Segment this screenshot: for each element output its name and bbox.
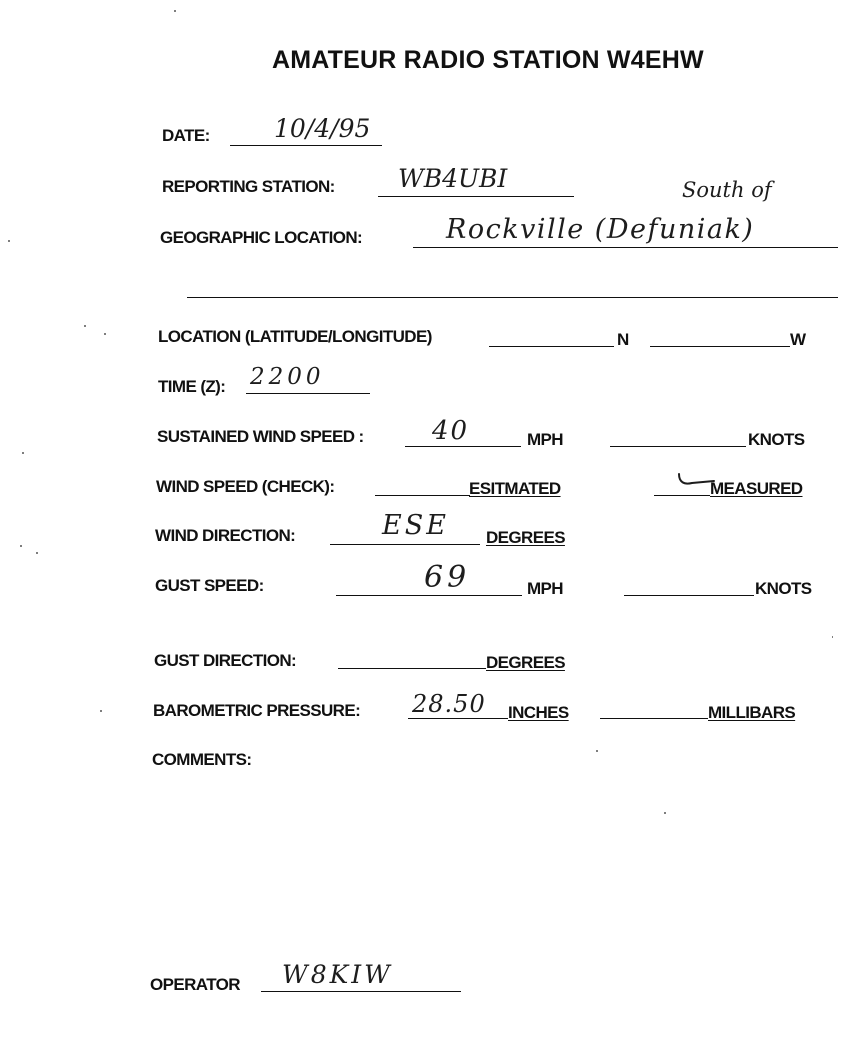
gust-direction-label: GUST DIRECTION: (154, 651, 297, 670)
scan-speck (664, 812, 666, 814)
wind-direction-degrees-label: DEGREES (486, 528, 565, 547)
gust-knots-line (624, 595, 754, 596)
millibars-line (600, 718, 708, 719)
date-value: 10/4/95 (274, 114, 371, 143)
lat-long-label: LOCATION (LATITUDE/LONGITUDE) (158, 327, 432, 346)
check-mark-icon (676, 468, 716, 490)
geographic-location-label: GEOGRAPHIC LOCATION: (160, 228, 363, 247)
gust-knots-label: KNOTS (755, 579, 812, 598)
gust-direction-degrees-label: DEGREES (486, 653, 565, 672)
operator-label: OPERATOR (150, 975, 240, 994)
time-line (246, 393, 370, 394)
sustained-knots-line (610, 446, 746, 447)
latitude-line (489, 346, 614, 347)
sustained-mph-label: MPH (527, 430, 563, 449)
millibars-label: MILLIBARS (708, 703, 796, 722)
longitude-line (650, 346, 790, 347)
geographic-location-line-2 (187, 297, 838, 298)
measured-label: MEASURED (710, 479, 803, 498)
sustained-wind-label: SUSTAINED WIND SPEED : (157, 427, 364, 446)
sustained-knots-label: KNOTS (748, 430, 805, 449)
barometric-label: BAROMETRIC PRESSURE: (153, 701, 361, 720)
estimated-label: ESITMATED (469, 479, 561, 498)
gust-speed-value: 69 (424, 560, 471, 595)
form-title: AMATEUR RADIO STATION W4EHW (272, 46, 704, 74)
operator-line (261, 991, 461, 992)
gust-speed-label: GUST SPEED: (155, 576, 264, 595)
scan-speck (84, 325, 86, 327)
reporting-station-value: WB4UBI (398, 164, 508, 193)
scan-speck (832, 636, 833, 638)
reporting-station-label: REPORTING STATION: (162, 177, 335, 196)
barometric-value: 28.50 (412, 690, 486, 718)
estimated-line (375, 495, 470, 496)
date-line (230, 145, 382, 146)
w-label: W (790, 330, 806, 349)
n-label: N (617, 330, 629, 349)
time-value: 2200 (250, 364, 325, 390)
wind-direction-line (330, 544, 480, 545)
scan-speck (596, 750, 598, 752)
scan-speck (22, 452, 24, 454)
scan-speck (100, 710, 102, 712)
scan-speck (104, 333, 106, 335)
gust-direction-line (338, 668, 486, 669)
wind-direction-label: WIND DIRECTION: (155, 526, 296, 545)
sustained-wind-value: 40 (432, 416, 470, 446)
gust-speed-line (336, 595, 522, 596)
scan-speck (20, 545, 22, 547)
geographic-location-value: Rockville (Defuniak) (446, 214, 755, 245)
measured-line (654, 495, 710, 496)
gust-mph-label: MPH (527, 579, 563, 598)
comments-label: COMMENTS: (152, 750, 252, 769)
wind-speed-check-label: WIND SPEED (CHECK): (156, 477, 335, 496)
inches-label: INCHES (508, 703, 569, 722)
location-note: South of (682, 178, 772, 202)
date-label: DATE: (162, 126, 210, 145)
time-label: TIME (Z): (158, 377, 226, 396)
geographic-location-line (413, 247, 838, 248)
barometric-line (408, 718, 508, 719)
scan-speck (8, 240, 10, 242)
wind-direction-value: ESE (382, 510, 449, 541)
operator-value: W8KIW (282, 960, 393, 989)
scan-speck (174, 10, 176, 12)
reporting-station-line (378, 196, 574, 197)
sustained-wind-line (405, 446, 521, 447)
scan-speck (36, 552, 38, 554)
